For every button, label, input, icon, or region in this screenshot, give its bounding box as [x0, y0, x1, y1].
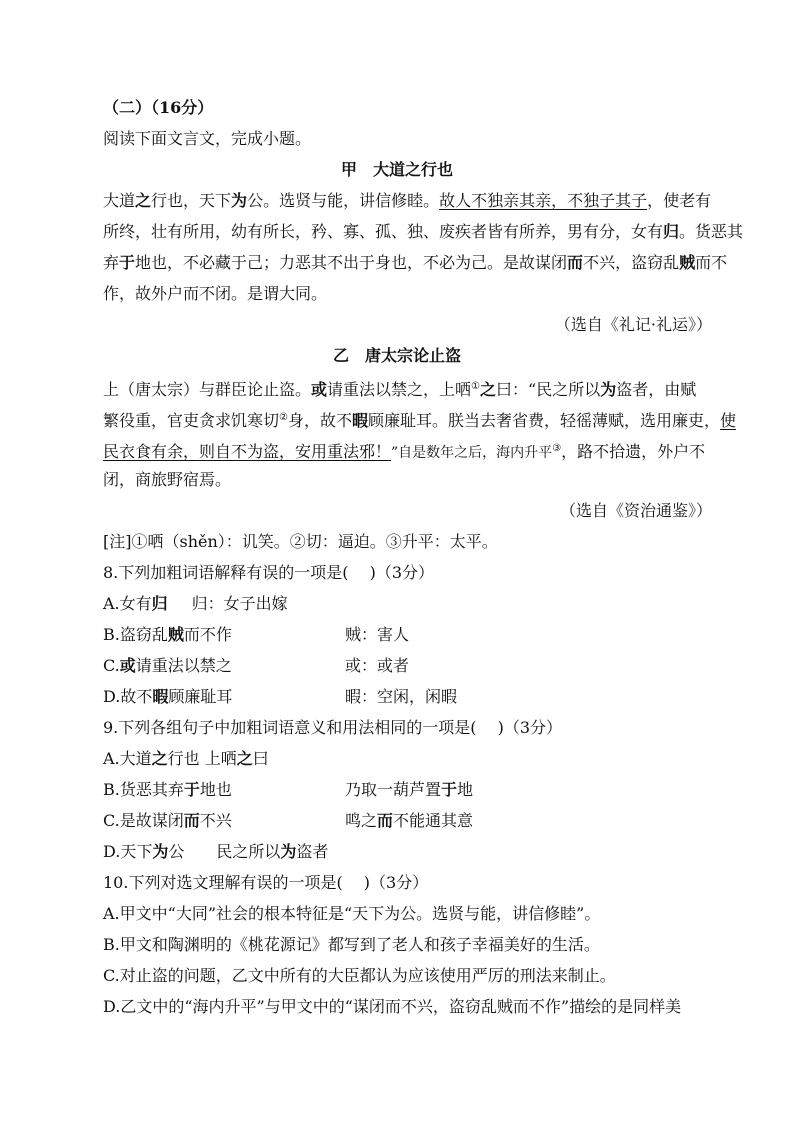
annotation-notes: [注]①哂（shěn）：讥笑。②切：逼迫。③升平：太平。: [103, 532, 498, 551]
q9-option-d: D.天下为公 民之所以为盗者: [103, 842, 329, 861]
passage-b-title: 乙 唐太宗论止盗: [332, 346, 461, 365]
q9-option-c: C.是故谋闭而不兴 鸣之而不能通其意: [103, 811, 474, 830]
passage-b-line-1: 上（唐太宗）与群臣论止盗。或请重法以禁之，上哂①之曰：“民之所以为盗者，由赋: [103, 380, 697, 399]
passage-b-line-3: 民衣食有余，则自不为盗，安用重法邪！”自是数年之后，海内升平③，路不拾遗，外户不: [103, 442, 706, 461]
q8-option-d: D.故不暇顾廉耻耳 暇：空闲，闲暇: [103, 687, 458, 706]
footnote-marker: ③: [552, 443, 562, 454]
q8-option-a: A.女有归 归：女子出嫁: [103, 594, 288, 613]
passage-b-source: （选自《资治通鉴》）: [559, 501, 712, 520]
q9-stem: 9.下列各组句子中加粗词语意义和用法相同的一项是( )（3分）: [103, 718, 563, 737]
passage-a-line-4: 作，故外户而不闭。是谓大同。: [103, 284, 328, 303]
passage-a-line-3: 弃于地也，不必藏于己；力恶其不出于身也，不必为己。是故谋闭而不兴，盗窃乱贼而不: [103, 253, 728, 272]
passage-b-line-4: 闭，商旅野宿焉。: [103, 470, 232, 489]
section-header: （二）（16分）: [103, 98, 214, 117]
q10-option-c: C.对止盗的问题，乙文中所有的大臣都认为应该使用严厉的刑法来制止。: [103, 966, 616, 985]
passage-b-line-2: 繁役重，官吏贪求饥寒切②身，故不暇顾廉耻耳。朕当去奢省费，轻徭薄赋，选用廉吏，使: [103, 411, 737, 430]
q9-option-b: B.货恶其弃于地也 乃取一葫芦置于地: [103, 780, 474, 799]
q10-option-a: A.甲文中“大同”社会的根本特征是“天下为公。选贤与能，讲信修睦”。: [103, 904, 601, 923]
underlined-sentence: 故人不独亲其亲，不独子其子: [439, 191, 648, 210]
passage-a-line-2: 所终，壮有所用，幼有所长，矜、寡、孤、独、废疾者皆有所养，男有分，女有归。货恶其: [103, 222, 744, 241]
q8-stem: 8.下列加粗词语解释有误的一项是( )（3分）: [103, 563, 435, 582]
q9-option-a: A.大道之行也 上哂之曰: [103, 749, 269, 768]
passage-a-title: 甲 大道之行也: [340, 160, 453, 179]
passage-a-source: （选自《礼记·礼运》）: [554, 315, 712, 334]
q8-option-b: B.盗窃乱贼而不作 贼：害人: [103, 625, 410, 644]
footnote-marker: ②: [279, 412, 288, 423]
footnote-marker: ①: [471, 381, 481, 392]
underlined-sentence: 民衣食有余，则自不为盗，安用重法邪！: [103, 442, 392, 461]
q10-stem: 10.下列对选文理解有误的一项是( )（3分）: [103, 873, 429, 892]
instruction-text: 阅读下面文言文，完成小题。: [103, 129, 312, 148]
q10-option-b: B.甲文和陶渊明的《桃花源记》都写到了老人和孩子幸福美好的生活。: [103, 935, 600, 954]
q8-option-c: C.或请重法以禁之 或：或者: [103, 656, 410, 675]
passage-a-line-1: 大道之行也，天下为公。选贤与能，讲信修睦。故人不独亲其亲，不独子其子，使老有: [103, 191, 712, 210]
q10-option-d: D.乙文中的“海内升平”与甲文中的“谋闭而不兴，盗窃乱贼而不作”描绘的是同样美: [103, 997, 682, 1016]
